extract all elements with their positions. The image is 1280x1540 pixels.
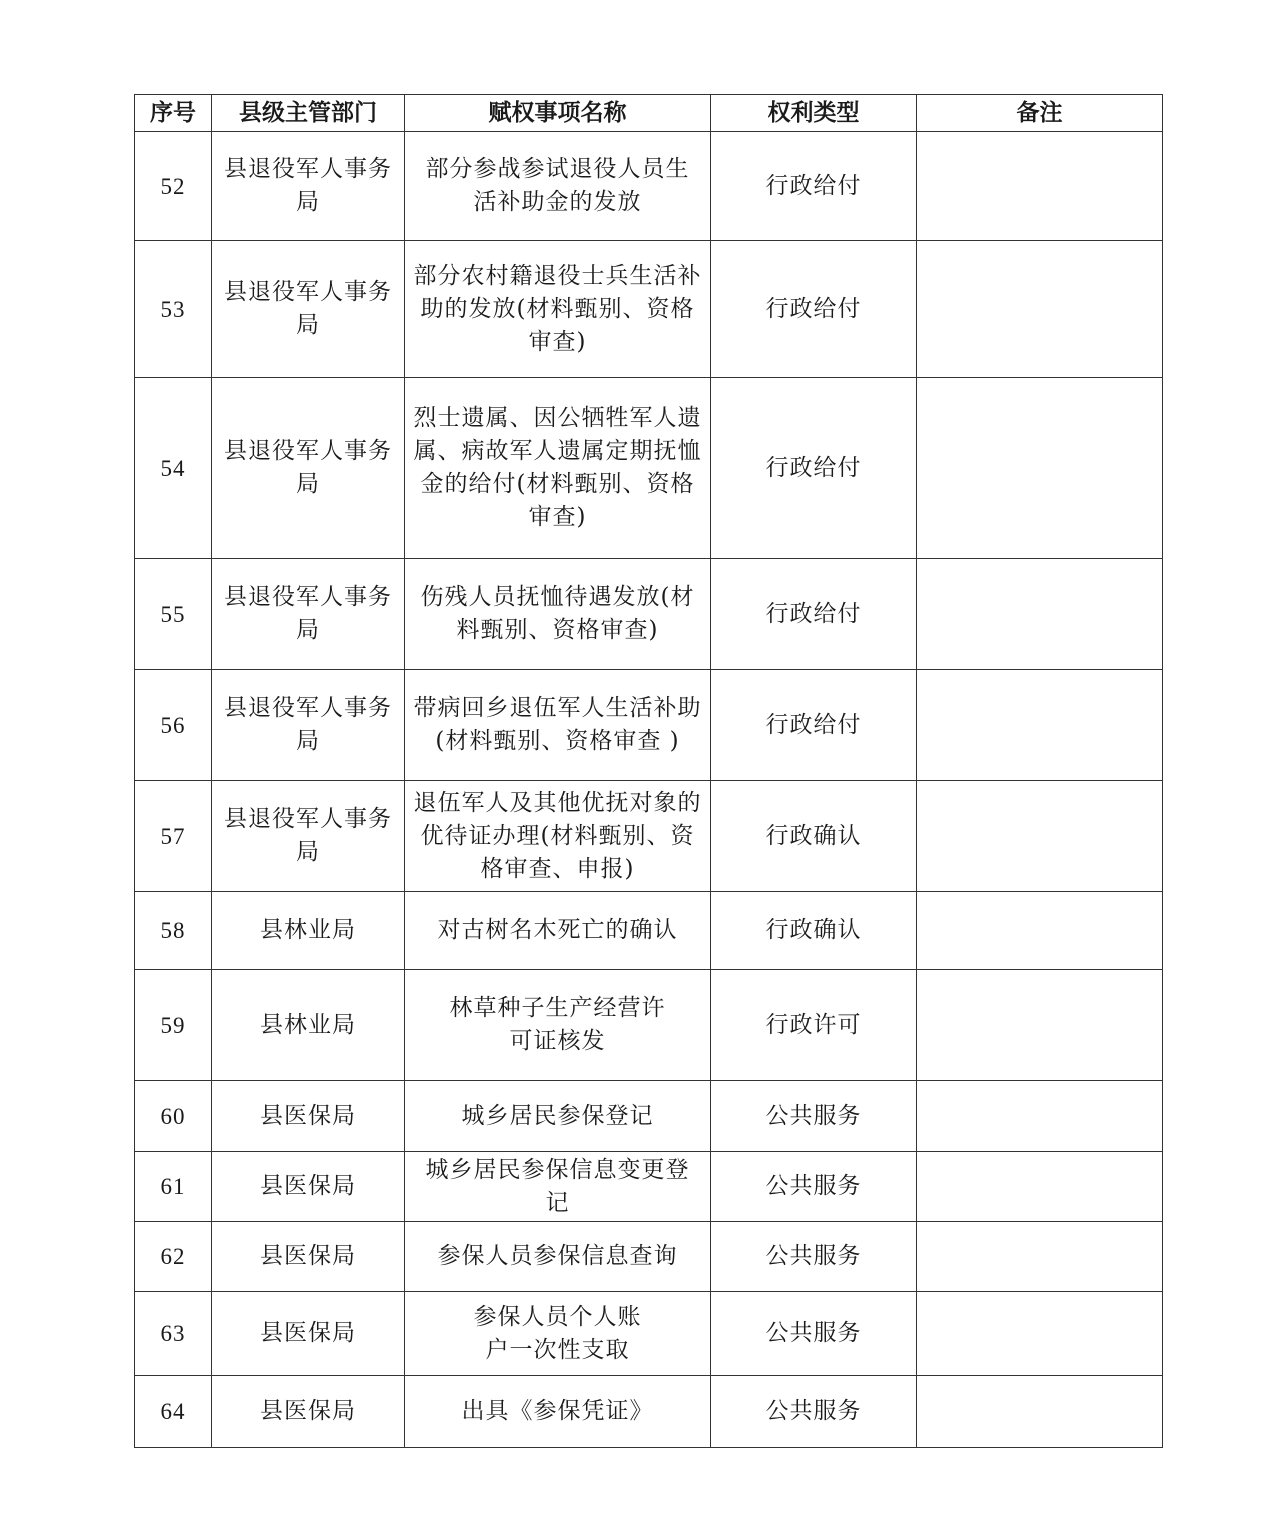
row-power-type: 公共服务 (711, 1081, 917, 1152)
header-item-name: 赋权事项名称 (405, 95, 711, 132)
row-item-text: 参保人员个人账户一次性支取 (473, 1303, 642, 1363)
row-remarks (917, 1081, 1163, 1152)
row-item-text: 伤残人员抚恤待遇发放(材料甄别、资格审查) (420, 584, 695, 643)
row-item-name (405, 670, 711, 781)
table-row (135, 781, 1163, 892)
row-power-type: 公共服务 (711, 1292, 917, 1376)
row-remarks (917, 1376, 1163, 1448)
row-seq: 53 (135, 241, 212, 378)
row-item-name (405, 892, 711, 970)
row-department: 县医保局 (212, 1152, 405, 1222)
table-row (135, 892, 1163, 970)
row-item-text: 城乡居民参保登记 (461, 1102, 654, 1129)
row-item-name (405, 1292, 711, 1376)
row-power-type: 公共服务 (711, 1222, 917, 1292)
row-seq: 58 (135, 892, 212, 970)
table-row (135, 1292, 1163, 1376)
row-item-text: 部分农村籍退役士兵生活补助的发放(材料甄别、资格审查) (413, 262, 702, 355)
row-power-type: 行政给付 (711, 241, 917, 378)
row-seq: 56 (135, 670, 212, 781)
row-seq: 63 (135, 1292, 212, 1376)
row-power-type: 行政给付 (711, 559, 917, 670)
row-remarks (917, 241, 1163, 378)
row-department: 县退役军人事务局 (212, 781, 405, 892)
header-power-type: 权利类型 (711, 95, 917, 132)
table-row (135, 1152, 1163, 1222)
row-department: 县退役军人事务局 (212, 559, 405, 670)
row-department: 县退役军人事务局 (212, 378, 405, 559)
row-power-type: 行政给付 (711, 670, 917, 781)
row-item-text: 带病回乡退伍军人生活补助(材料甄别、资格审查 ) (413, 695, 702, 754)
row-remarks (917, 781, 1163, 892)
row-department: 县退役军人事务局 (212, 670, 405, 781)
row-remarks (917, 132, 1163, 241)
row-item-name (405, 1222, 711, 1292)
row-power-type: 行政许可 (711, 970, 917, 1081)
row-seq: 62 (135, 1222, 212, 1292)
row-remarks (917, 559, 1163, 670)
row-item-name (405, 378, 711, 559)
table-row (135, 1376, 1163, 1448)
row-item-text: 烈士遗属、因公牺牲军人遗属、病故军人遗属定期抚恤金的给付(材料甄别、资格审查) (413, 405, 702, 530)
row-seq: 52 (135, 132, 212, 241)
row-power-type: 行政给付 (711, 378, 917, 559)
row-power-type: 行政确认 (711, 892, 917, 970)
row-item-name (405, 132, 711, 241)
header-department: 县级主管部门 (212, 95, 405, 132)
table-row (135, 970, 1163, 1081)
row-item-name (405, 781, 711, 892)
row-remarks (917, 892, 1163, 970)
row-power-type: 公共服务 (711, 1152, 917, 1222)
row-item-text: 城乡居民参保信息变更登 记 (425, 1156, 690, 1216)
row-item-name (405, 1152, 711, 1222)
row-remarks (917, 970, 1163, 1081)
table-row (135, 559, 1163, 670)
row-item-text: 退伍军人及其他优抚对象的优待证办理(材料甄别、资格审查、申报) (413, 789, 702, 882)
row-department: 县医保局 (212, 1081, 405, 1152)
row-remarks (917, 1222, 1163, 1292)
table-row (135, 241, 1163, 378)
row-department: 县退役军人事务局 (212, 241, 405, 378)
row-item-text: 对古树名木死亡的确认 (437, 917, 678, 943)
row-department: 县林业局 (212, 892, 405, 970)
table-row (135, 1081, 1163, 1152)
row-item-name (405, 559, 711, 670)
row-department: 县医保局 (212, 1376, 405, 1448)
table-row (135, 670, 1163, 781)
row-seq: 64 (135, 1376, 212, 1448)
table-row (135, 1222, 1163, 1292)
empowerment-items-table (134, 94, 1163, 1448)
row-seq: 60 (135, 1081, 212, 1152)
row-department: 县林业局 (212, 970, 405, 1081)
row-remarks (917, 1152, 1163, 1222)
table-row (135, 132, 1163, 241)
row-item-name (405, 241, 711, 378)
header-seq: 序号 (135, 95, 212, 132)
header-remarks: 备注 (917, 95, 1163, 132)
row-remarks (917, 1292, 1163, 1376)
row-power-type: 行政给付 (711, 132, 917, 241)
row-seq: 54 (135, 378, 212, 559)
row-remarks (917, 378, 1163, 559)
row-seq: 57 (135, 781, 212, 892)
row-seq: 61 (135, 1152, 212, 1222)
row-item-text: 出具《参保凭证》 (461, 1398, 654, 1424)
row-power-type: 公共服务 (711, 1376, 917, 1448)
row-item-name (405, 1376, 711, 1448)
row-item-text: 林草种子生产经营许可证核发 (449, 995, 666, 1054)
table-header-row (135, 95, 1163, 132)
table-row (135, 378, 1163, 559)
row-item-name (405, 1081, 711, 1152)
row-item-name (405, 970, 711, 1081)
row-seq: 59 (135, 970, 212, 1081)
row-item-text: 部分参战参试退役人员生活补助金的发放 (425, 156, 690, 215)
row-department: 县退役军人事务局 (212, 132, 405, 241)
row-department: 县医保局 (212, 1292, 405, 1376)
row-seq: 55 (135, 559, 212, 670)
row-power-type: 行政确认 (711, 781, 917, 892)
row-remarks (917, 670, 1163, 781)
row-item-text: 参保人员参保信息查询 (437, 1243, 678, 1269)
row-department: 县医保局 (212, 1222, 405, 1292)
